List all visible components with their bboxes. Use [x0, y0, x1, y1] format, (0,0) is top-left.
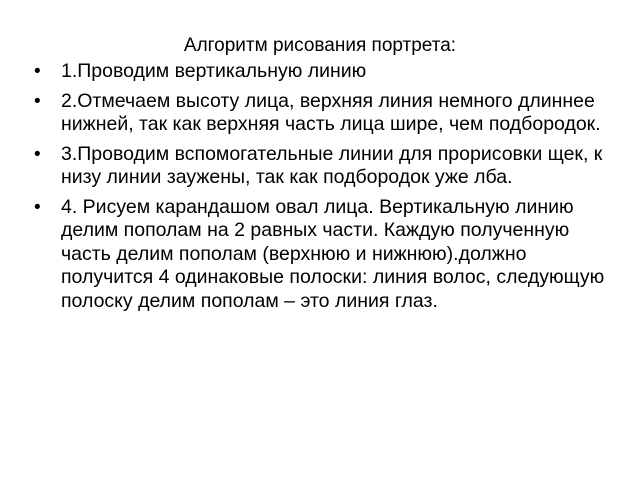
bullet-icon: •: [34, 196, 41, 218]
list-item: [34, 90, 618, 137]
list-item: [34, 60, 618, 84]
bullet-list: [34, 60, 618, 319]
list-item-text: 2.Отмечаем высоту лица, верхняя линия немного длиннее нижней, так как верхняя часть лица шире, чем подбородок.: [61, 89, 601, 135]
bullet-icon: •: [34, 61, 41, 82]
list-item-text: 4. Рисуем карандашом овал лица. Вертикальную линию делим пополам на 2 равных части. Каждую полученную часть делим пополам (верхнюю и нижнюю).должно получится 4 одинаковые полоски: линия волос, следующую полоску делим пополам – это линия глаз.: [61, 195, 605, 312]
list-item-text: 3.Проводим вспомогательные линии для прорисовки щек, к низу линии заужены, так как подбородок уже лба.: [61, 142, 603, 188]
list-item: [34, 196, 618, 314]
list-item-text: 1.Проводим вертикальную линию: [61, 60, 367, 82]
bullet-icon: •: [34, 143, 41, 165]
list-item: [34, 143, 618, 190]
bullet-icon: •: [34, 90, 41, 112]
slide-title: Алгоритм рисования портрета:: [183, 35, 457, 56]
